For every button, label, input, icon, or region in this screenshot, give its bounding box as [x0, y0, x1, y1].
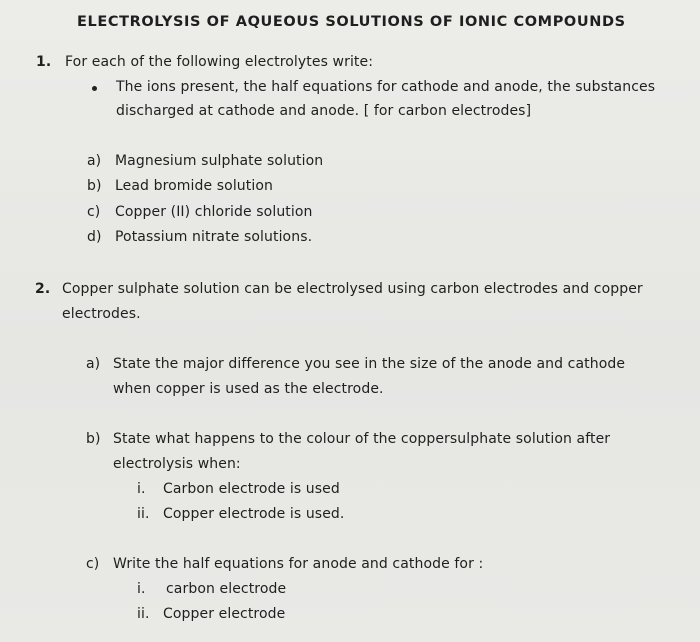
- q2c-sub-ii-text: Copper electrode: [163, 606, 286, 622]
- q2c-sub-i-label: i.: [137, 581, 146, 597]
- q2-line2: electrodes.: [62, 306, 141, 322]
- q2c-label: c): [86, 556, 100, 572]
- q1-text: For each of the following electrolytes write:: [65, 54, 374, 70]
- q1-item-c-label: c): [87, 204, 101, 220]
- q1-item-a-text: Magnesium sulphate solution: [115, 153, 324, 169]
- q2b-sub-i-text: Carbon electrode is used: [163, 481, 340, 497]
- bullet-icon: [92, 86, 97, 91]
- q2c-sub-ii-label: ii.: [137, 606, 150, 622]
- q2b-label: b): [86, 431, 101, 447]
- q2b-sub-ii-text: Copper electrode is used.: [163, 506, 345, 522]
- q2c-line1: Write the half equations for anode and cathode for :: [113, 556, 484, 572]
- q2b-sub-ii-label: ii.: [137, 506, 150, 522]
- page-title: ELECTROLYSIS OF AQUEOUS SOLUTIONS OF IONIC COMPOUNDS: [77, 14, 626, 30]
- q2c-sub-i-text: carbon electrode: [166, 581, 287, 597]
- q2a-label: a): [86, 356, 101, 372]
- q2b-line1: State what happens to the colour of the coppersulphate solution after: [113, 431, 611, 447]
- q2a-line2: when copper is used as the electrode.: [113, 381, 384, 397]
- q1-number: 1.: [36, 54, 52, 70]
- q2-number: 2.: [35, 281, 51, 297]
- q1-item-d-label: d): [87, 229, 102, 245]
- q1-item-a-label: a): [87, 153, 102, 169]
- q1-bullet-line2: discharged at cathode and anode. [ for carbon electrodes]: [116, 103, 532, 119]
- q1-item-b-text: Lead bromide solution: [115, 178, 274, 194]
- q1-item-d-text: Potassium nitrate solutions.: [115, 229, 313, 245]
- q2a-line1: State the major difference you see in the size of the anode and cathode: [113, 356, 626, 372]
- q1-item-c-text: Copper (II) chloride solution: [115, 204, 313, 220]
- q1-item-b-label: b): [87, 178, 102, 194]
- q2b-sub-i-label: i.: [137, 481, 146, 497]
- q2-line1: Copper sulphate solution can be electrolysed using carbon electrodes and copper: [62, 281, 643, 297]
- q1-bullet-line1: The ions present, the half equations for cathode and anode, the substances: [116, 79, 656, 95]
- q2b-line2: electrolysis when:: [113, 456, 241, 472]
